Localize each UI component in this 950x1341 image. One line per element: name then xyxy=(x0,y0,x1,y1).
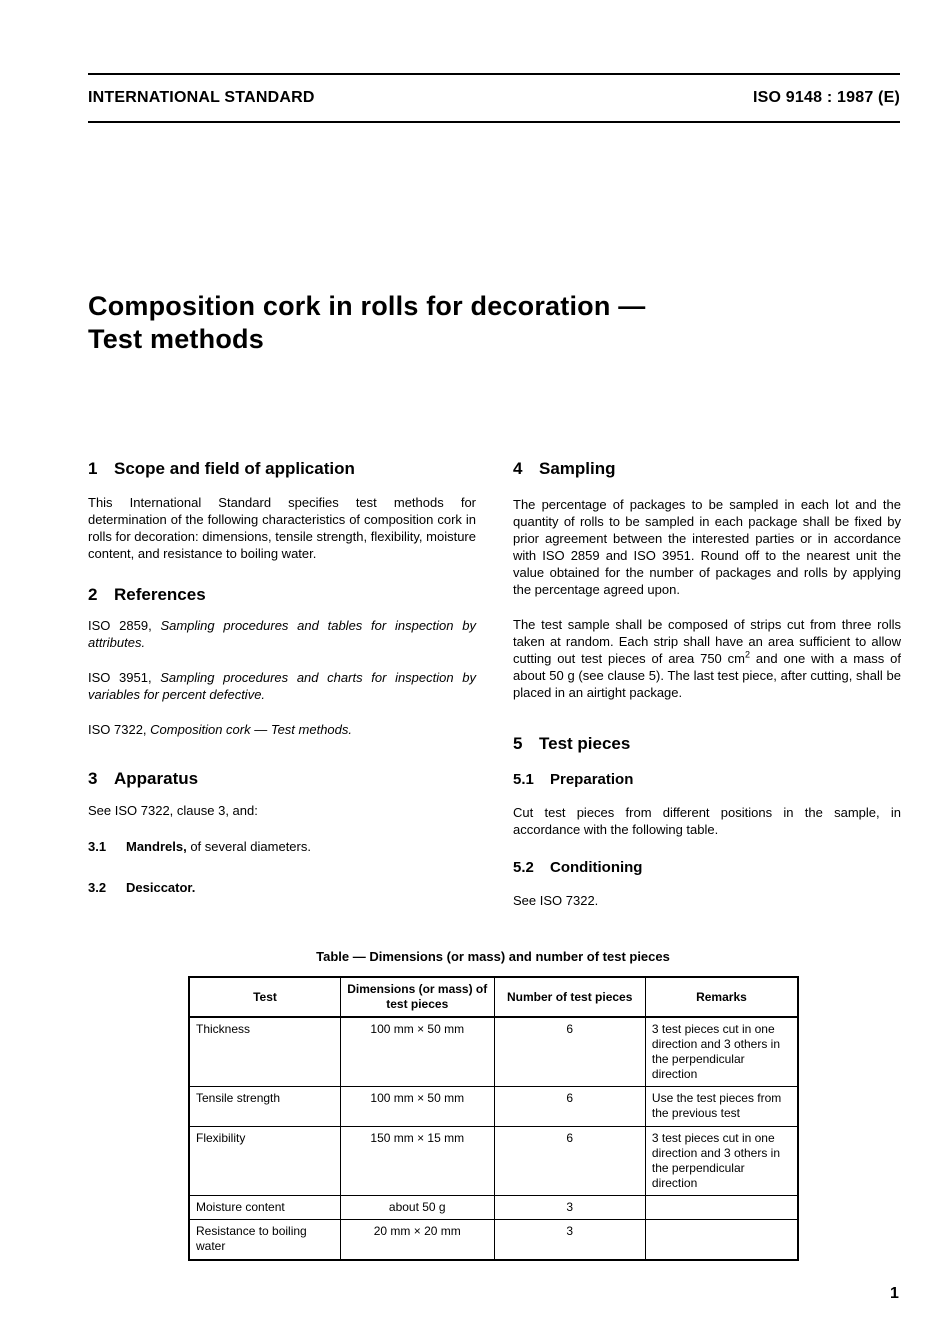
cell-dimensions: 150 mm × 15 mm xyxy=(340,1127,494,1196)
reference-item xyxy=(88,617,476,651)
paragraph-text: The test sample shall be composed of strips cut from three rolls taken at random. Each strip shall have an area sufficient to allow cutting out test pieces of area 750 cm xyxy=(513,617,901,666)
cell-remarks xyxy=(645,1196,798,1220)
cell-test: Flexibility xyxy=(189,1127,340,1196)
cell-remarks: Use the test pieces from the previous test xyxy=(645,1087,798,1127)
column-header: Remarks xyxy=(645,977,798,1017)
section-1-body: This International Standard specifies test methods for determination of the following characteristics of composition cork in rolls for decoration: dimensions, tensile strength, flexibility, moisture content, and resistance to boiling water. xyxy=(88,495,476,561)
table-header-row xyxy=(189,977,798,1017)
reference-title: Composition cork — Test methods. xyxy=(150,722,352,737)
table-row xyxy=(189,1087,798,1127)
subsection-5-2-heading xyxy=(513,859,901,876)
cell-number: 6 xyxy=(494,1087,645,1127)
apparatus-item xyxy=(88,838,476,855)
paragraph-text: and one with a mass of about 50 g (see clause 5). The last test piece, after cutting, shall be placed in an airtight package. xyxy=(513,651,901,700)
section-5-heading xyxy=(513,735,901,752)
section-4-heading xyxy=(513,460,901,477)
reference-code: ISO 7322, xyxy=(88,722,147,737)
cell-number: 6 xyxy=(494,1017,645,1087)
table-row xyxy=(189,1220,798,1260)
subsection-5-2-body: See ISO 7322. xyxy=(513,893,599,908)
cell-remarks: 3 test pieces cut in one direction and 3 others in the perpendicular direction xyxy=(645,1127,798,1196)
section-number: 5 xyxy=(513,734,523,753)
subsection-5-1-body: Cut test pieces from different positions in the sample, in accordance with the following table. xyxy=(513,805,901,837)
cell-test: Tensile strength xyxy=(189,1087,340,1127)
subsection-title: Preparation xyxy=(550,771,634,788)
test-pieces-table xyxy=(188,976,799,1261)
top-rule xyxy=(88,73,900,75)
table-caption: Table — Dimensions (or mass) and number of test pieces xyxy=(316,949,670,964)
title-line-1: Composition cork in rolls for decoration — xyxy=(88,291,646,321)
header-right: ISO 9148 : 1987 (E) xyxy=(753,89,900,106)
column-header: Dimensions (or mass) of test pieces xyxy=(340,977,494,1017)
section-1-heading xyxy=(88,460,476,477)
left-column xyxy=(88,460,476,896)
superscript: 2 xyxy=(745,649,751,660)
header-rule xyxy=(88,121,900,123)
apparatus-item xyxy=(88,879,476,896)
cell-remarks: 3 test pieces cut in one direction and 3 others in the perpendicular direction xyxy=(645,1017,798,1087)
item-text: of several diameters. xyxy=(190,839,311,854)
section-3-heading xyxy=(88,770,476,787)
table-row xyxy=(189,1127,798,1196)
section-number: 3 xyxy=(88,769,98,788)
page-number: 1 xyxy=(890,1285,899,1302)
section-4-paragraph-2 xyxy=(513,616,901,701)
section-title: Scope and field of application xyxy=(114,459,355,478)
section-2-heading xyxy=(88,586,476,603)
cell-dimensions: about 50 g xyxy=(340,1196,494,1220)
document-title xyxy=(88,290,645,356)
reference-code: ISO 3951, xyxy=(88,670,152,685)
subsection-5-1-heading xyxy=(513,771,901,788)
subsection-title: Conditioning xyxy=(550,859,643,876)
reference-item xyxy=(88,721,476,738)
cell-test: Moisture content xyxy=(189,1196,340,1220)
section-title: References xyxy=(114,585,206,604)
cell-number: 3 xyxy=(494,1220,645,1260)
section-title: Apparatus xyxy=(114,769,199,788)
cell-remarks xyxy=(645,1220,798,1260)
cell-dimensions: 100 mm × 50 mm xyxy=(340,1087,494,1127)
table-row xyxy=(189,1017,798,1087)
subsection-number: 5.2 xyxy=(513,859,534,876)
cell-test: Thickness xyxy=(189,1017,340,1087)
column-header: Number of test pieces xyxy=(494,977,645,1017)
section-title: Sampling xyxy=(539,459,616,478)
cell-test: Resistance to boiling water xyxy=(189,1220,340,1260)
section-number: 2 xyxy=(88,585,98,604)
reference-title: Sampling procedures and tables for inspection by attributes. xyxy=(88,618,476,650)
item-number: 3.2 xyxy=(88,880,107,895)
subsection-number: 5.1 xyxy=(513,771,534,788)
cell-number: 6 xyxy=(494,1127,645,1196)
right-column xyxy=(513,460,901,909)
header-left: INTERNATIONAL STANDARD xyxy=(88,89,315,106)
table-row xyxy=(189,1196,798,1220)
cell-dimensions: 100 mm × 50 mm xyxy=(340,1017,494,1087)
section-number: 4 xyxy=(513,459,523,478)
column-header: Test xyxy=(189,977,340,1017)
section-4-paragraph-1: The percentage of packages to be sampled in each lot and the quantity of rolls to be sampled in each package shall be fixed by prior agreement between the interested parties or in accordance with ISO 2859 and ISO 3951. Round off to the nearest unit the value obtained for the number of packages and rolls by applying the percentage agreed upon. xyxy=(513,497,901,597)
section-title: Test pieces xyxy=(539,734,631,753)
cell-number: 3 xyxy=(494,1196,645,1220)
reference-code: ISO 2859, xyxy=(88,618,152,633)
item-term: Desiccator. xyxy=(126,880,196,895)
section-3-intro: See ISO 7322, clause 3, and: xyxy=(88,803,258,818)
item-term: Mandrels, xyxy=(126,839,187,854)
cell-dimensions: 20 mm × 20 mm xyxy=(340,1220,494,1260)
reference-title: Sampling procedures and charts for inspection by variables for percent defective. xyxy=(88,670,476,702)
item-number: 3.1 xyxy=(88,839,107,854)
reference-item xyxy=(88,669,476,703)
title-line-2: Test methods xyxy=(88,324,264,354)
section-number: 1 xyxy=(88,459,98,478)
